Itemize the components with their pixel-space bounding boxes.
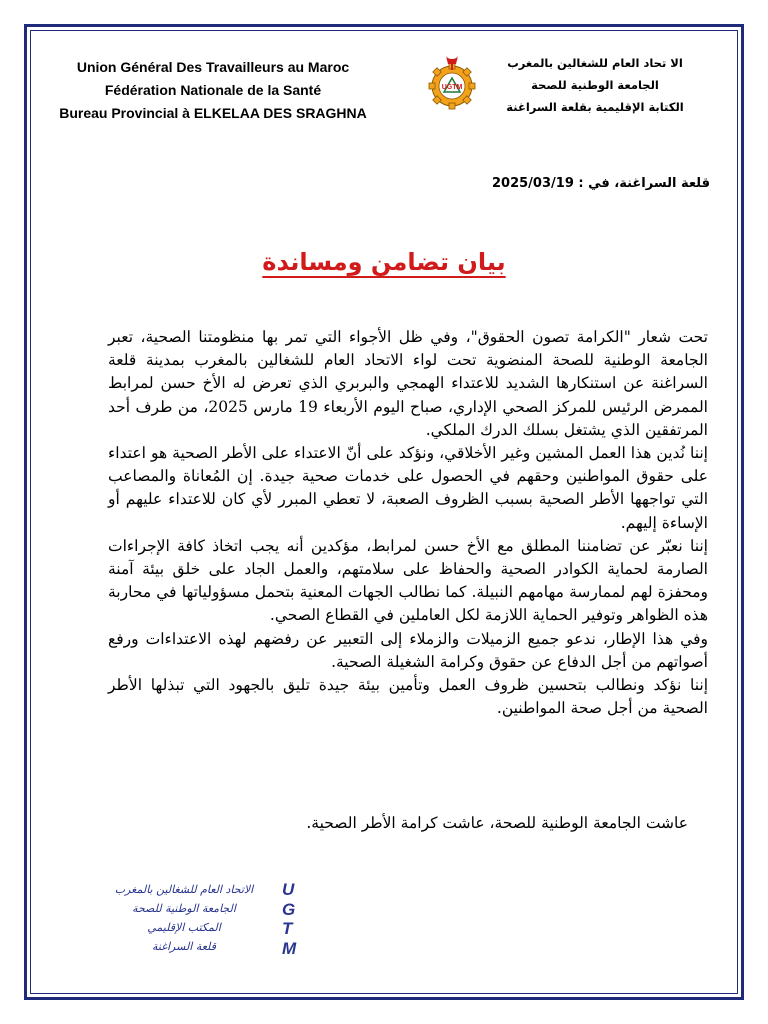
stamp-ugtm-letters [282,880,304,958]
document-title [0,248,768,276]
stamp-line-2: الجامعة الوطنية للصحة [132,902,236,915]
stamp-line-4: قلعة السراغنة [152,940,216,953]
stamp-letter-u: U [282,880,295,899]
date-line: قلعة السراغنة، في : 2025/03/19 [492,176,710,191]
paragraph-5: إننا نؤكد ونطالب بتحسين ظروف العمل وتأمين بيئة جيدة تليق بالجهود التي تبذلها الأطر الصحية من أجل صحة المواطنين. [108,676,708,718]
stamp-letter-m: M [282,938,297,958]
stamp-letter-g: G [282,899,296,919]
statement-body [108,326,708,720]
stamp-letter-t: T [282,919,293,938]
paragraph-3: إننا نعبّر عن تضامننا المطلق مع الأخ حسن لمرابط، مؤكدين أنه يجب اتخاذ كافة الإجراءات الصارمة لحماية الكوادر الصحية والحفاظ على سلامتهم، والعمل الجاد على خلق بيئة آمنة ومحفزة لهم لممارسة مهامهم النبيلة. كما نطالب الجهات المعنية بتحمل مسؤولياتها في محاربة هذه الظواهر وتوفير الحماية اللازمة لكل العاملين في القطاع الصحي. [108,536,708,625]
paragraph-4: وفي هذا الإطار، ندعو جميع الزميلات والزملاء إلى التعبير عن رفضهم لهذه الاعتداءات ورفع أصواتهم من أجل الدفاع عن حقوق وكرامة الشغيلة الصحية. [108,629,708,671]
arabic-letterhead [470,52,720,118]
stamp-line-3: المكتب الإقليمي [147,921,221,934]
bureau-name-fr: Bureau Provincial à ELKELAA DES SRAGHNA [59,105,367,121]
paragraph-2: إننا نُدين هذا العمل المشين وغير الأخلاقي، ونؤكد على أنّ الاعتداء على الأطر الصحية هو اعتداء على حقوق المواطنين وحقهم في الحصول على خدمات صحية جيدة. إن المُعاناة والمصاعب التي تواجهها الأطر الصحية بسبب الظروف الصعبة، لا تعطي المبرر لأي كان للاعتداء عليهم أو الإساءة إليهم. [108,444,708,532]
stamp-arabic [94,880,274,956]
title-text: بيان تضامن ومساندة [262,248,506,276]
paragraph-1: تحت شعار "الكرامة تصون الحقوق"، وفي ظل الأجواء التي تمر بها منظومتنا الصحية، تعبر الجامعة الوطنية للصحة المنضوية تحت لواء الاتحاد العام للشغالين بالمغرب بمدينة قلعة السراغنة عن استنكارها الشديد للاعتداء الهمجي والبربري الذي تعرض له الأخ حسن لمرابط الممرض الرئيس للمركز الصحي الإداري، صباح اليوم الأربعاء 19 مارس 2025، من طرف أحد المرتفقين الذي يشتغل بسلك الدرك الملكي. [108,328,708,439]
federation-name-fr: Fédération Nationale de la Santé [104,82,322,98]
bureau-name-ar: الكتابة الإقليمية بقلعة السراغنة [506,100,684,114]
union-name-fr: Union Général Des Travailleurs au Maroc [76,59,350,75]
french-letterhead [48,56,378,125]
closing-slogan: عاشت الجامعة الوطنية للصحة، عاشت كرامة الأطر الصحية. [306,814,688,832]
union-name-ar: الا تحاد العام للشغالين بالمغرب [507,56,683,70]
federation-name-ar: الجامعة الوطنية للصحة [531,78,659,92]
logo-text: UGTM [441,84,463,91]
stamp-line-1: الاتحاد العام للشغالين بالمغرب [114,883,254,896]
